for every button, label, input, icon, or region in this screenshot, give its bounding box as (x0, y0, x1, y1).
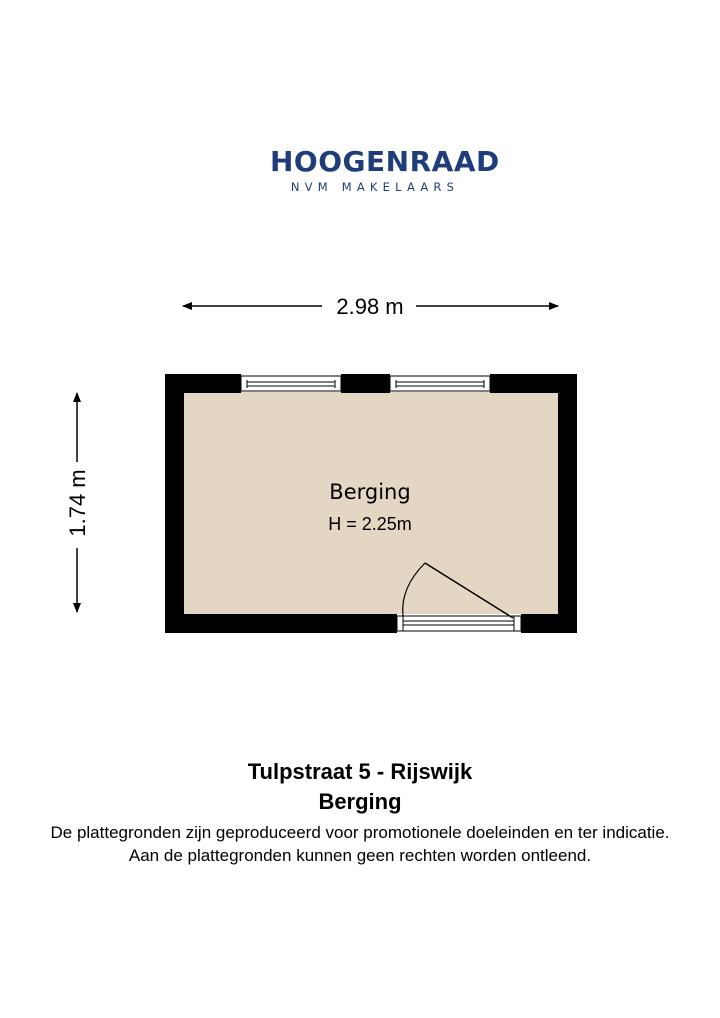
width-label: 2.98 m (336, 294, 404, 319)
height-dimension (65, 393, 90, 612)
floor-subtitle: Berging (318, 789, 402, 814)
logo-name: HOOGENRAAD (270, 145, 500, 178)
room-name: Berging (329, 480, 411, 504)
disclaimer-line-1: De plattegronden zijn geproduceerd voor promotionele doeleinden en ter indicatie. (50, 823, 670, 842)
window-left (241, 376, 341, 391)
height-label: 1.74 m (65, 469, 90, 537)
wall-top-right (490, 374, 577, 393)
width-dimension (183, 294, 558, 319)
logo-tagline: NVM MAKELAARS (290, 180, 460, 194)
wall-right (558, 374, 577, 633)
window-right (390, 376, 490, 391)
wall-top-left (165, 374, 241, 393)
wall-left (165, 374, 184, 633)
address-title: Tulpstraat 5 - Rijswijk (247, 759, 473, 784)
disclaimer-line-2: Aan de plattegronden kunnen geen rechten worden ontleend. (128, 846, 592, 865)
wall-top-middle (341, 374, 390, 393)
wall-bottom-left (165, 614, 397, 633)
wall-bottom-right (521, 614, 577, 633)
room-height: H = 2.25m (328, 514, 412, 534)
